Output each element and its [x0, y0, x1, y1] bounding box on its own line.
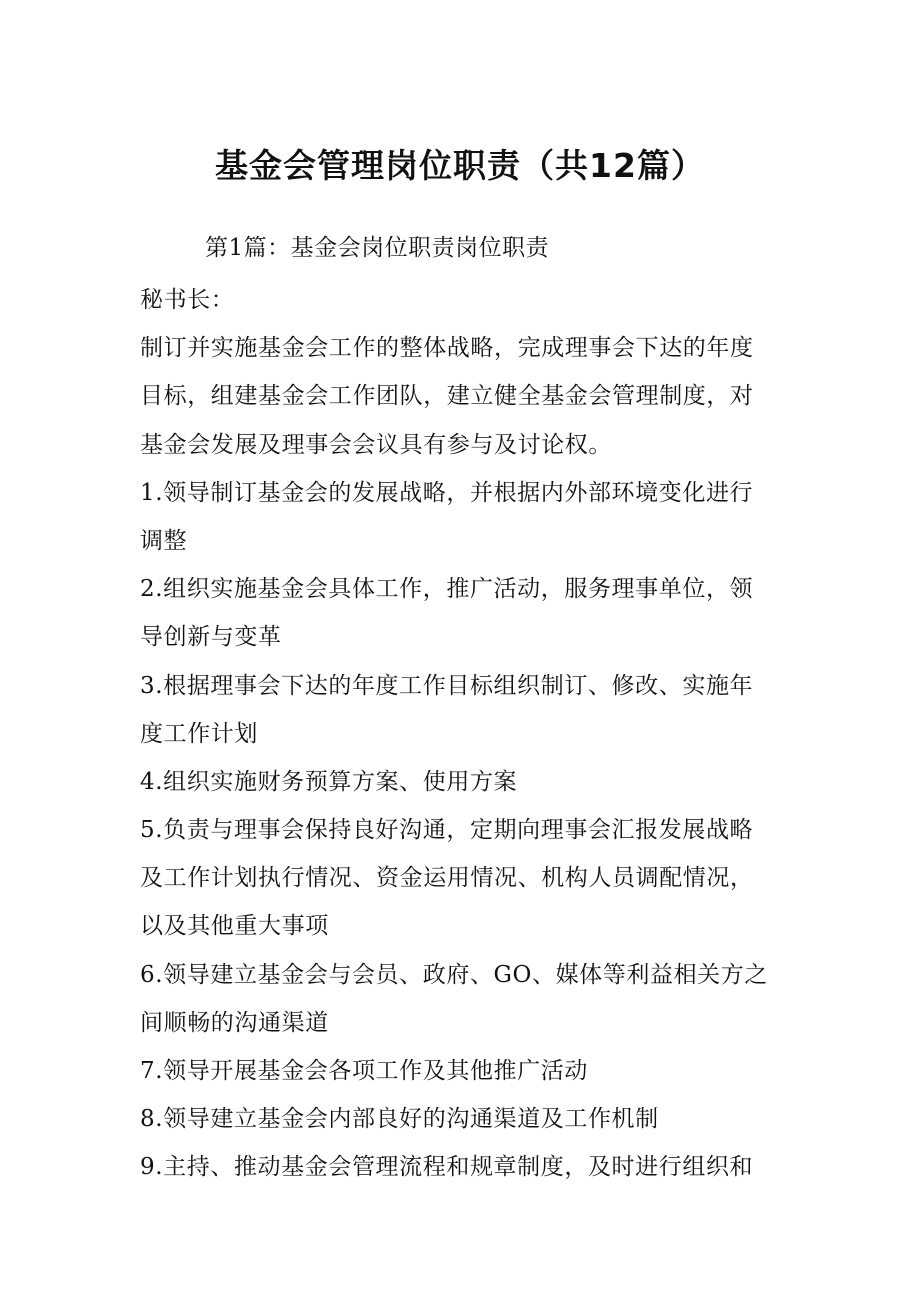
- body-line: 1.领导制订基金会的发展战略，并根据内外部环境变化进行: [140, 479, 754, 506]
- body-line: 6.领导建立基金会与会员、政府、GO、媒体等利益相关方之: [140, 961, 768, 988]
- body-line: 2.组织实施基金会具体工作，推广活动，服务理事单位，领: [140, 576, 754, 603]
- body-line: 制订并实施基金会工作的整体战略，完成理事会下达的年度: [140, 335, 754, 362]
- body-line: 7.领导开展基金会各项工作及其他推广活动: [140, 1058, 588, 1084]
- body-line: 度工作计划: [140, 720, 258, 747]
- body-line: 以及其他重大事项: [140, 913, 329, 940]
- body-line: 3.根据理事会下达的年度工作目标组织制订、修改、实施年: [140, 672, 754, 699]
- body-line: 9.主持、推动基金会管理流程和规章制度，及时进行组织和: [140, 1154, 754, 1181]
- document-title: 基金会管理岗位职责（共12篇）: [215, 146, 705, 185]
- body-line: 基金会发展及理事会会议具有参与及讨论权。: [140, 431, 612, 458]
- body-line: 秘书长：: [140, 287, 235, 313]
- body-line: 8.领导建立基金会内部良好的沟通渠道及工作机制: [140, 1106, 659, 1133]
- body-line: 4.组织实施财务预算方案、使用方案: [140, 768, 518, 795]
- section-heading: 第1篇：基金会岗位职责岗位职责: [205, 235, 550, 261]
- body-line: 5.负责与理事会保持良好沟通，定期向理事会汇报发展战略: [140, 817, 754, 844]
- body-line: 导创新与变革: [140, 624, 282, 651]
- body-line: 调整: [140, 527, 188, 554]
- body-line: 目标，组建基金会工作团队，建立健全基金会管理制度，对: [140, 383, 754, 410]
- document-body: [140, 276, 800, 1192]
- body-line: 及工作计划执行情况、资金运用情况、机构人员调配情况，: [140, 865, 754, 892]
- body-line: 间顺畅的沟通渠道: [140, 1009, 329, 1036]
